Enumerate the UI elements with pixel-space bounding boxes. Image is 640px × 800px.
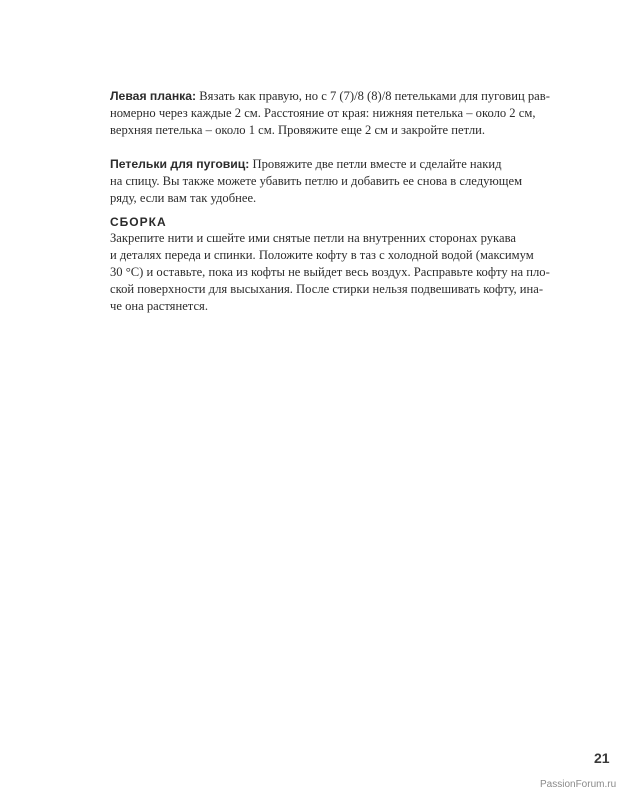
left-band-paragraph — [110, 88, 550, 139]
buttonholes-paragraph — [110, 156, 535, 207]
assembly-paragraph — [110, 230, 550, 315]
site-watermark: PassionForum.ru — [540, 779, 617, 790]
assembly-section-title: СБОРКА — [110, 215, 167, 229]
left-band-line-1 — [110, 88, 550, 105]
section-gap — [110, 207, 535, 214]
assembly-line-3: 30 °С) и оставьте, пока из кофты не выйдет весь воздух. Расправьте кофту на пло- — [110, 265, 550, 279]
left-band-line-3: верхняя петелька – около 1 см. Провяжите еще 2 см и закройте петли. — [110, 123, 485, 137]
buttonholes-line-3: ряду, если вам так удобнее. — [110, 191, 257, 205]
page-number: 21 — [594, 750, 610, 766]
buttonholes-heading: Петельки для пуговиц: — [110, 157, 250, 171]
paragraph-gap — [110, 139, 535, 156]
left-band-heading: Левая планка: — [110, 89, 197, 103]
buttonholes-line-1 — [110, 156, 535, 173]
assembly-line-1: Закрепите нити и сшейте ими снятые петли на внутренних сторонах рукава — [110, 231, 516, 245]
left-band-text: Вязать как правую, но с 7 (7)/8 (8)/8 петельками для пуговиц рав- — [196, 89, 550, 103]
assembly-line-2: и деталях переда и спинки. Положите кофту в таз с холодной водой (максимум — [110, 248, 534, 262]
assembly-line-5: че она растянется. — [110, 299, 208, 313]
buttonholes-text: Провяжите две петли вместе и сделайте накид — [249, 157, 502, 171]
page-content — [110, 88, 550, 315]
assembly-line-4: ской поверхности для высыхания. После стирки нельзя подвешивать кофту, ина- — [110, 282, 544, 296]
buttonholes-line-2: на спицу. Вы также можете убавить петлю и добавить ее снова в следующем — [110, 174, 523, 188]
left-band-line-2: номерно через каждые 2 см. Расстояние от края: нижняя петелька – около 2 см, — [110, 106, 536, 120]
